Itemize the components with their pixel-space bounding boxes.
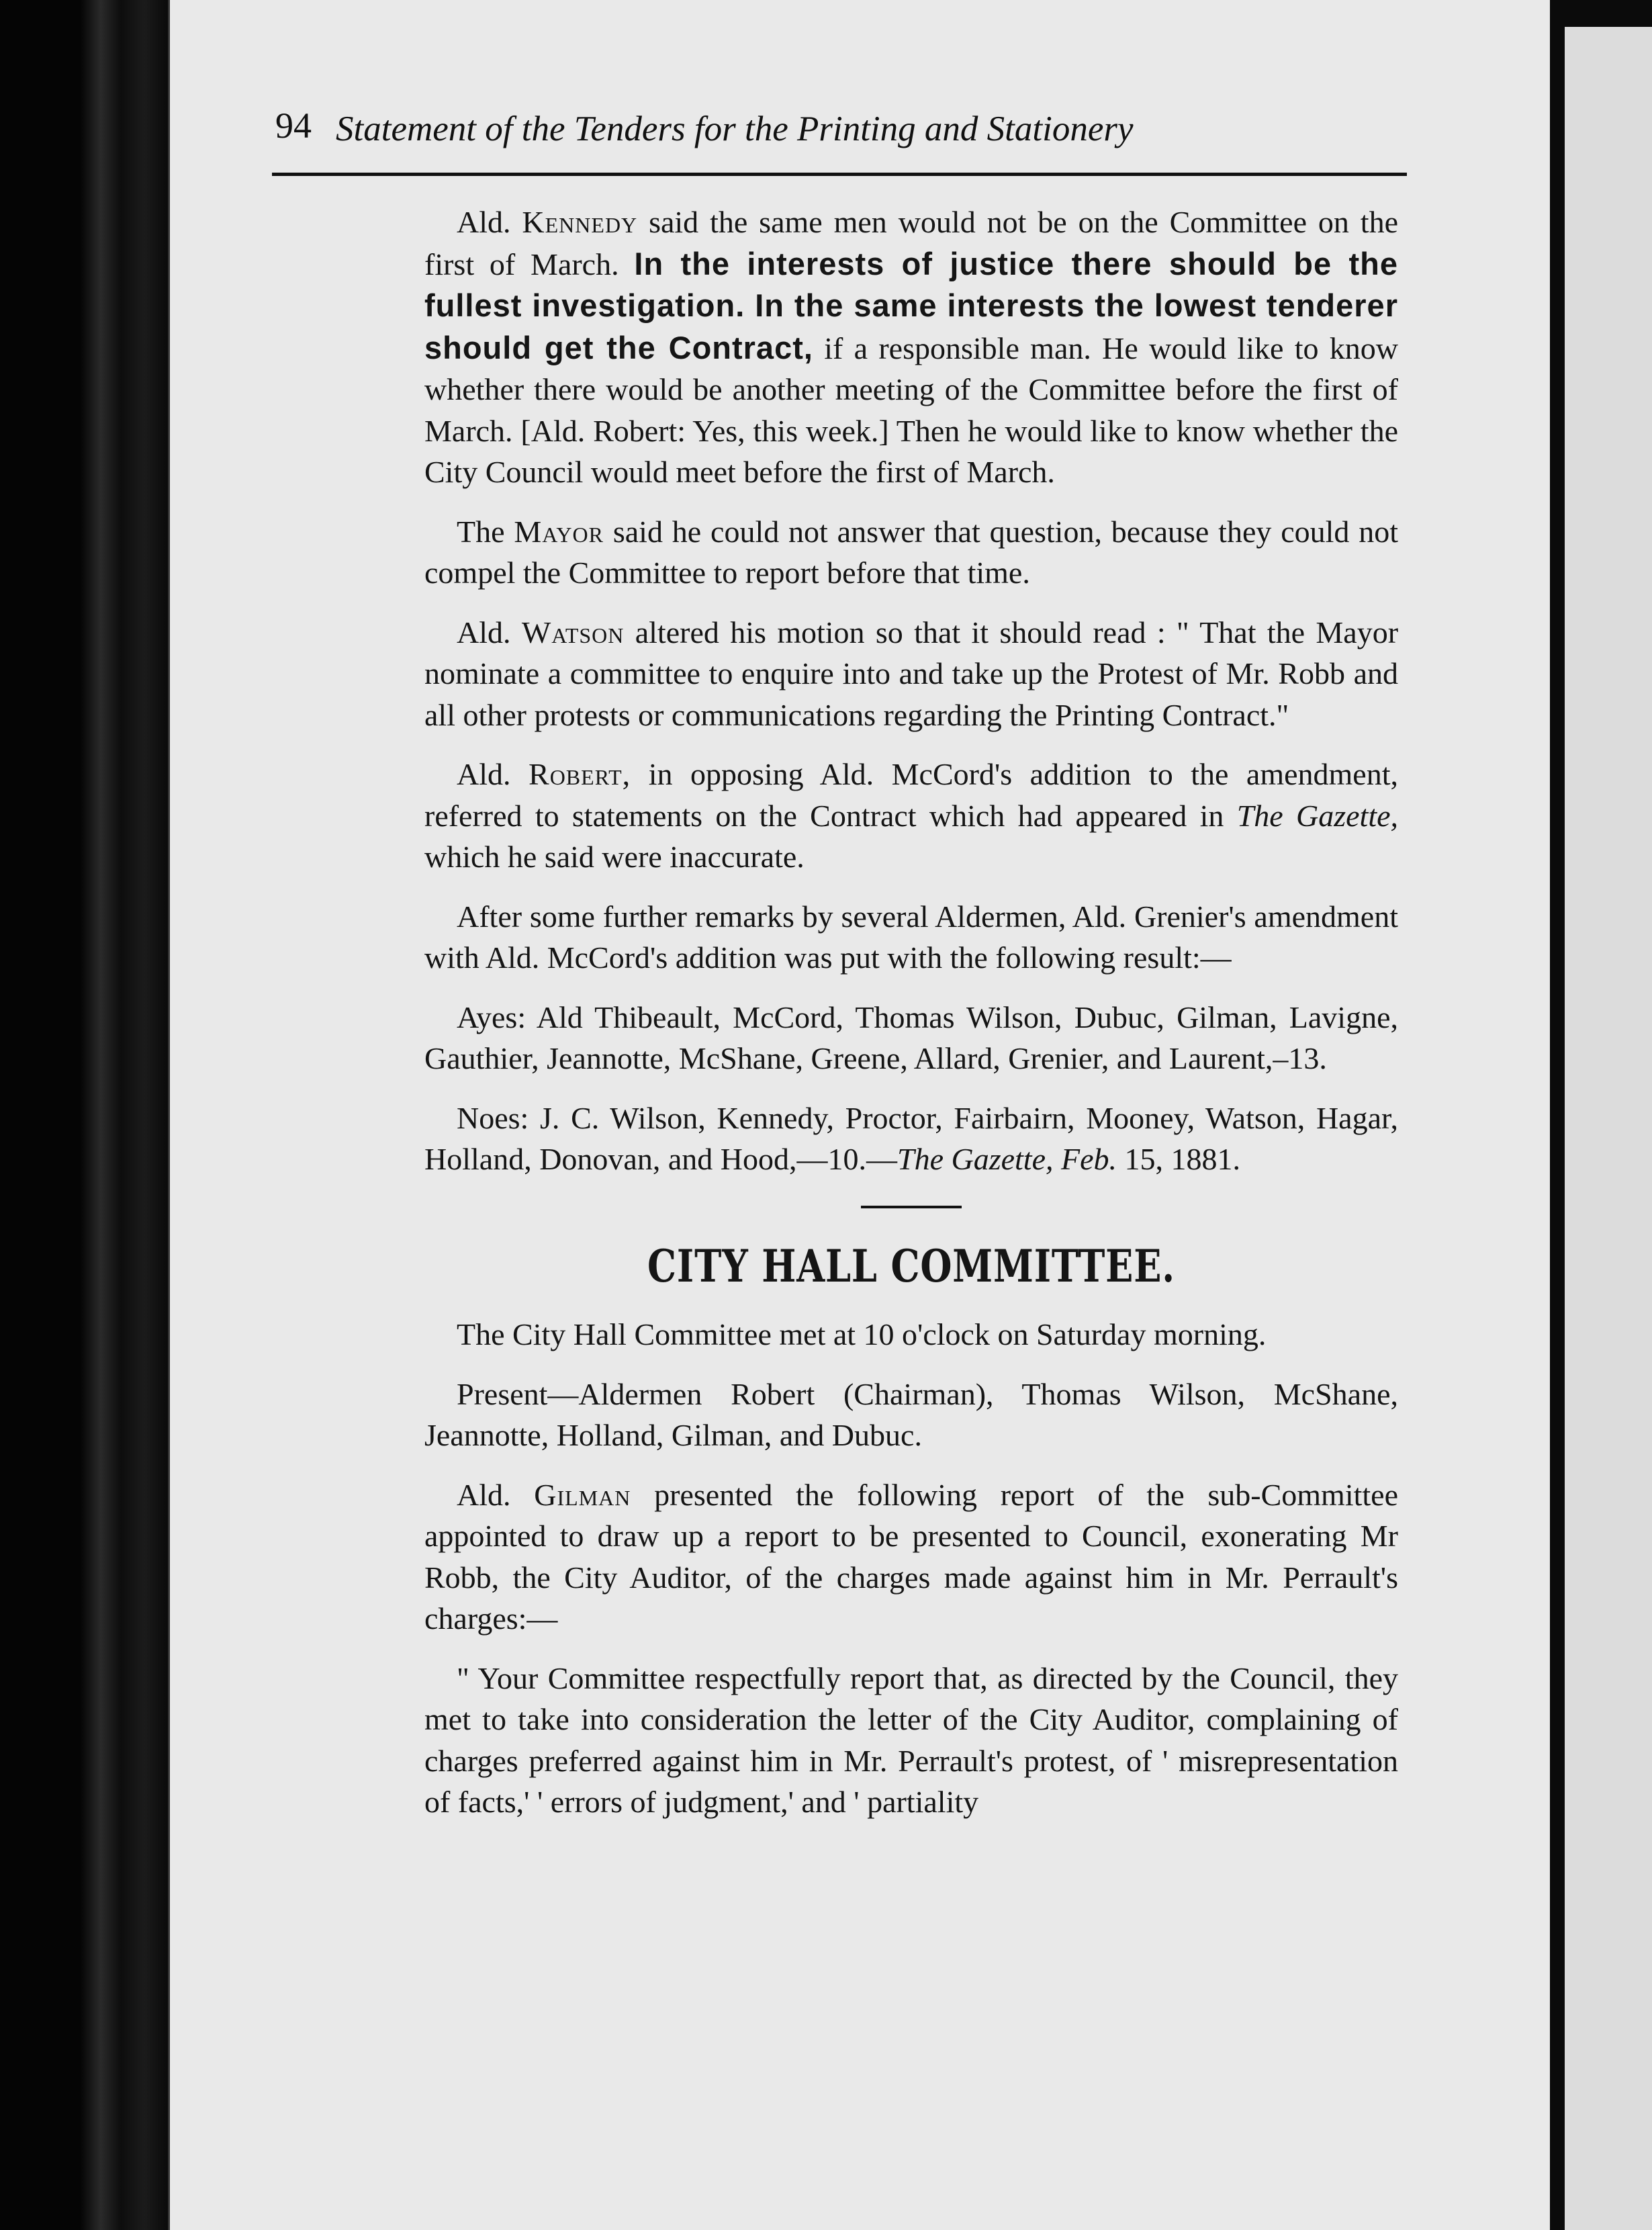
text-run: said the same men would not be on the Committee on the first of March.: [424, 205, 1398, 281]
page-number: 94: [275, 105, 312, 146]
paragraph-mayor: [424, 511, 1398, 594]
speaker-name: Watson: [521, 615, 625, 650]
running-title: Statement of the Tenders for the Printing and Stationery: [336, 109, 1134, 148]
facing-page-edge: [1565, 27, 1652, 2230]
paragraph-kennedy: [424, 202, 1398, 493]
text-run: Ald.: [457, 757, 511, 791]
text-run: which he said were inaccurate.: [424, 840, 805, 874]
text-run: if a responsible man. He would like to know whether there would be another meeting of the Committee before the first of March. [Ald. Robert: Yes, this week.] Then he would like to know whether the City Council would meet before the first of March.: [424, 330, 1399, 489]
paragraph-remarks: After some further remarks by several Aldermen, Ald. Grenier's amendment with Ald. McCord's addition was put with the following result:—: [424, 899, 1398, 975]
speaker-name: Kennedy: [522, 205, 638, 239]
bold-emphasis: In the interests of justice there should be the fullest investigation. In the same interests the lowest tenderer should get the Contract,: [424, 245, 1399, 365]
paragraph-report-quote: " Your Committee respectfully report that, as directed by the Council, they met to take into consideration the letter of the City Auditor, complaining of charges preferred against him in Mr. Perrault's protest, of ' misrepresentation of facts,' ' errors of judgment,' and ' partiality: [424, 1660, 1398, 1819]
header-rule: [272, 173, 1407, 176]
text-run: Ald.: [457, 205, 511, 239]
noes-list: [424, 1098, 1398, 1180]
section-title: CITY HALL COMMITTEE.: [647, 1239, 1175, 1292]
text-run: The: [457, 514, 505, 549]
text-run: said he could not answer that question, because they could not compel the Committee to report before that time.: [424, 514, 1399, 590]
citation-date: 15, 1881.: [1124, 1142, 1241, 1176]
text-run: altered his motion so that it should read : " That the Mayor nominate a committee to enquire into and take up the Protest of Mr. Robb and all other protests or communications regarding the Printing Contract.": [424, 615, 1399, 732]
section-divider: [861, 1206, 962, 1208]
paragraph-watson: [424, 612, 1398, 736]
page-body: [424, 202, 1398, 1841]
text-run: in opposing Ald. McCord's addition to the amendment, referred to statements on the Contract which had appeared in: [424, 757, 1399, 833]
text-run: Noes: J. C. Wilson, Kennedy, Proctor, Fairbairn, Mooney, Watson, Hagar, Holland, Donovan, and Hood,—10.—: [424, 1100, 1398, 1176]
newspaper-title: The Gazette,: [1236, 798, 1399, 833]
paragraph-meeting: The City Hall Committee met at 10 o'clock on Saturday morning.: [457, 1317, 1267, 1351]
paragraph-gilman: [424, 1474, 1398, 1640]
ayes-list: Ayes: Ald Thibeault, McCord, Thomas Wilson, Dubuc, Gilman, Lavigne, Gauthier, Jeannotte, McShane, Greene, Allard, Grenier, and Laurent,–13.: [424, 999, 1398, 1075]
page-header: [272, 102, 1407, 183]
paragraph-present: Present—Aldermen Robert (Chairman), Thomas Wilson, McShane, Jeannotte, Holland, Gilman, and Dubuc.: [424, 1376, 1398, 1452]
text-run: presented the following report of the sub-Committee appointed to draw up a report to be presented to Council, exonerating Mr Robb, the City Auditor, of the charges made against him in Mr. Perrault's charges:—: [424, 1477, 1399, 1636]
speaker-name: Robert,: [529, 757, 631, 791]
paragraph-robert: [424, 754, 1398, 878]
book-spine-edge: [0, 0, 168, 2230]
text-run: Ald.: [457, 615, 511, 650]
speaker-name: Gilman: [534, 1477, 631, 1512]
text-run: Ald.: [457, 1477, 511, 1512]
citation: The Gazette, Feb.: [897, 1142, 1117, 1176]
speaker-name: Mayor: [514, 514, 604, 549]
